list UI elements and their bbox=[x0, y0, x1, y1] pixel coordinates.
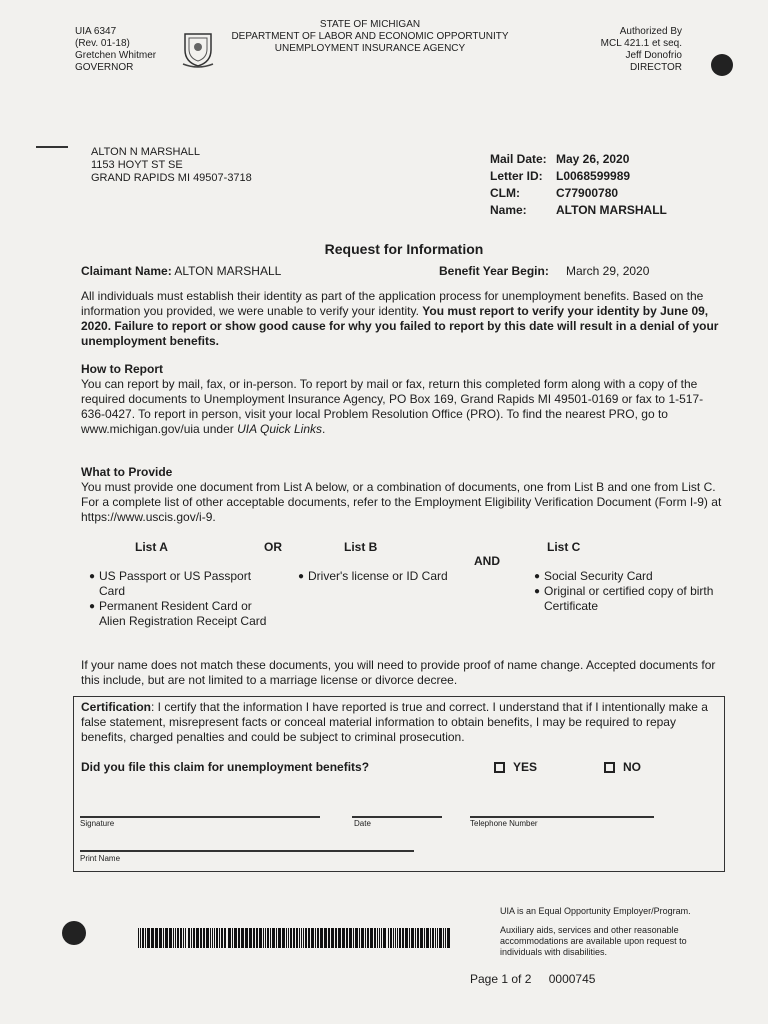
accommodations-line: individuals with disabilities. bbox=[500, 947, 608, 957]
address-line: 1153 HOYT ST SE bbox=[91, 159, 183, 171]
address-line: GRAND RAPIDS MI 49507-3718 bbox=[91, 172, 252, 184]
telephone-field[interactable] bbox=[470, 816, 654, 818]
letter-id-label: Letter ID: bbox=[490, 169, 543, 183]
equal-opportunity-note: UIA is an Equal Opportunity Employer/Program. bbox=[500, 906, 691, 916]
punch-hole-icon bbox=[62, 921, 86, 945]
director-title: DIRECTOR bbox=[629, 62, 682, 73]
form-revision: (Rev. 01-18) bbox=[75, 38, 130, 49]
claim-question: Did you file this claim for unemployment benefits? bbox=[81, 760, 370, 774]
letter-id: L0068599989 bbox=[556, 169, 631, 183]
claimant-name: ALTON MARSHALL bbox=[174, 264, 282, 278]
certification-text: : I certify that the information I have reported is true and correct. I understand that if I intentionally make a false statement, misrepresent facts or conceal material information to obtain benefits, I may be required to repay benefits, charged penalties and could be subject to criminal prosecution. bbox=[81, 700, 708, 744]
yes-label: YES bbox=[513, 760, 538, 774]
governor-title: GOVERNOR bbox=[75, 62, 134, 73]
state-seal-icon bbox=[181, 28, 215, 68]
mail-date-label: Mail Date: bbox=[490, 152, 547, 166]
list-item: ● Social Security Card bbox=[534, 569, 724, 584]
form-number: UIA 6347 bbox=[75, 26, 117, 37]
clm-number: C77900780 bbox=[556, 186, 619, 200]
document-code: 0000745 bbox=[548, 972, 596, 986]
yes-option[interactable] bbox=[494, 760, 537, 774]
accommodations-note bbox=[500, 925, 687, 958]
fold-mark bbox=[36, 146, 68, 148]
what-to-provide-section bbox=[81, 465, 725, 525]
list-b bbox=[298, 569, 478, 584]
certification-statement bbox=[81, 700, 721, 745]
how-to-report-section bbox=[81, 362, 725, 437]
list-item: ● Permanent Resident Card or Alien Registration Receipt Card bbox=[89, 599, 271, 629]
intro-deadline: You must report to verify your identity by June 09, 2020. Failure to report or show good cause for why you failed to report by this date will result in a denial of your unemployment benefits. bbox=[81, 304, 719, 348]
list-b-title: List B bbox=[344, 540, 378, 554]
punch-hole-icon bbox=[711, 54, 733, 76]
list-a-title: List A bbox=[135, 540, 168, 554]
no-label: NO bbox=[623, 760, 641, 774]
print-name-label: Print Name bbox=[80, 854, 121, 863]
agency-header bbox=[220, 19, 520, 55]
agency-name: UNEMPLOYMENT INSURANCE AGENCY bbox=[274, 43, 466, 54]
telephone-label: Telephone Number bbox=[470, 819, 538, 828]
certification-label: Certification bbox=[81, 700, 152, 714]
list-c bbox=[534, 569, 724, 614]
yes-checkbox[interactable] bbox=[494, 762, 505, 773]
governor-name: Gretchen Whitmer bbox=[75, 50, 157, 61]
name-label: Name: bbox=[490, 203, 527, 217]
list-item: ● US Passport or US Passport Card bbox=[89, 569, 271, 599]
signature-field[interactable] bbox=[80, 816, 320, 818]
document-title: Request for Information bbox=[324, 241, 484, 257]
print-name-field[interactable] bbox=[80, 850, 414, 852]
form-header-left bbox=[75, 26, 156, 74]
accommodations-line: accommodations are available upon request to bbox=[500, 936, 687, 946]
mail-date: May 26, 2020 bbox=[556, 152, 630, 166]
department-name: DEPARTMENT OF LABOR AND ECONOMIC OPPORTUNITY bbox=[231, 31, 509, 42]
date-label: Date bbox=[354, 819, 371, 828]
letter-info bbox=[490, 151, 667, 219]
accommodations-line: Auxiliary aids, services and other reasonable bbox=[500, 925, 679, 935]
claimant-line bbox=[81, 264, 681, 278]
or-label: OR bbox=[264, 540, 282, 554]
and-label: AND bbox=[474, 554, 500, 568]
director-name: Jeff Donofrio bbox=[625, 50, 682, 61]
list-item: ● Driver's license or ID Card bbox=[298, 569, 478, 584]
barcode-icon bbox=[138, 928, 454, 948]
what-to-provide-heading: What to Provide bbox=[81, 465, 173, 479]
benefit-year-date: March 29, 2020 bbox=[566, 264, 650, 278]
list-c-title: List C bbox=[547, 540, 581, 554]
signature-label: Signature bbox=[80, 819, 115, 828]
claimant-name-label: Claimant Name: bbox=[81, 264, 172, 278]
form-header-right bbox=[601, 26, 682, 74]
intro-paragraph bbox=[81, 289, 725, 349]
how-to-report-text: You can report by mail, fax, or in-person. To report by mail or fax, return this completed form along with a copy of the required documents to Unemployment Insurance Agency, PO Box 169, Grand Rapids MI 49501-0169 or fax to 1-517-636-0427. To report in person, visit your local Problem Resolution Office (PRO). To find the nearest PRO, go to www.michigan.gov/uia under bbox=[81, 377, 704, 436]
authority-statute: MCL 421.1 et seq. bbox=[600, 38, 682, 49]
claimant-short-name: ALTON MARSHALL bbox=[556, 203, 667, 217]
list-a bbox=[89, 569, 271, 629]
page-number: Page 1 of 2 bbox=[470, 972, 532, 986]
list-item: ● Original or certified copy of birth Certificate bbox=[534, 584, 724, 614]
authority-label: Authorized By bbox=[619, 26, 682, 37]
page-footer bbox=[470, 972, 595, 986]
clm-label: CLM: bbox=[490, 186, 520, 200]
how-to-report-heading: How to Report bbox=[81, 362, 163, 376]
intro-text: All individuals must establish their identity as part of the application process for unemployment benefits. Based on the information you provided, we were unable to verify your identity. bbox=[81, 289, 704, 318]
sentence-end: . bbox=[322, 422, 326, 436]
no-checkbox[interactable] bbox=[604, 762, 615, 773]
what-to-provide-text: You must provide one document from List A below, or a combination of documents, one from List B and one from List C. For a complete list of other acceptable documents, refer to the Employment Eligibility Verification Document (Form I-9) at https://www.uscis.gov/i-9. bbox=[81, 480, 722, 524]
uia-quick-links-text: UIA Quick Links bbox=[237, 422, 323, 436]
benefit-year-label: Benefit Year Begin: bbox=[439, 264, 549, 278]
address-line: ALTON N MARSHALL bbox=[91, 146, 201, 158]
mailing-address bbox=[91, 146, 252, 185]
state-name: STATE OF MICHIGAN bbox=[319, 19, 421, 30]
no-option[interactable] bbox=[604, 760, 641, 774]
name-change-note: If your name does not match these documents, you will need to provide proof of name change. Accepted documents for this include, but are not limited to a marriage license or divorce decree. bbox=[81, 658, 716, 687]
date-field[interactable] bbox=[352, 816, 442, 818]
